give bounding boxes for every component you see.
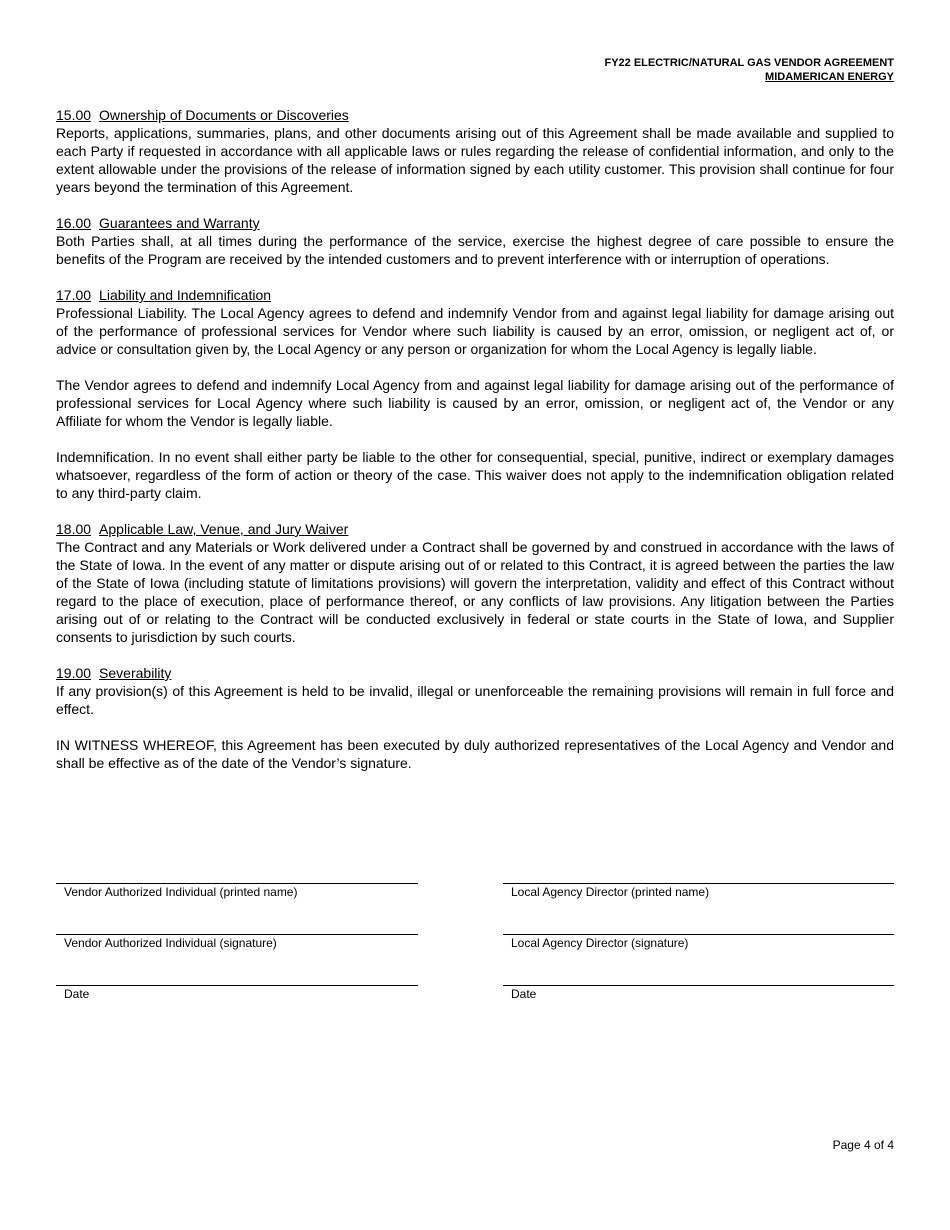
vendor-printed-name-line[interactable] — [56, 883, 418, 899]
section-paragraph: The Contract and any Materials or Work delivered under a Contract shall be governed by and construed in accordance with the laws of the State of Iowa. In the event of any matter or dispute arising out of or related to this Contract, it is agreed between the parties the law of the State of Iowa (including statute of limitations provisions) will govern the interpretation, validity and effect of this Contract without regard to the place of execution, place of performance thereof, or any conflicts of law provisions. Any litigation between the Parties arising out of or relating to the Contract will be conducted exclusively in federal or state courts in the State of Iowa, and Supplier consents to jurisdiction by such courts. — [56, 539, 894, 645]
header-subtitle: MIDAMERICAN ENERGY — [765, 71, 894, 83]
section-number: 15.00 — [56, 107, 92, 123]
section-title: Severability — [99, 665, 172, 681]
section-paragraph: Professional Liability. The Local Agency agrees to defend and indemnify Vendor from and against legal liability for damage arising out of the performance of professional services for Vendor where such liability is caused by an error, omission, or negligent act of, or advice or consultation given by, the Local Agency or any person or organization for whom the Local Agency is legally liable. — [56, 305, 894, 357]
section-paragraph: Indemnification. In no event shall either party be liable to the other for consequential, special, punitive, indirect or exemplary damages whatsoever, regardless of the form of action or theory of the case. This waiver does not apply to the indemnification obligation related to any third-party claim. — [56, 449, 894, 501]
section-18 — [56, 520, 894, 646]
section-number: 18.00 — [56, 521, 92, 537]
section-16 — [56, 214, 894, 268]
section-heading — [56, 664, 894, 682]
section-paragraph: The Vendor agrees to defend and indemnify Local Agency from and against legal liability for damage arising out of the performance of professional services for Local Agency where such liability is caused by an error, omission, or negligent act of, the Vendor or any Affiliate for whom the Vendor is legally liable. — [56, 377, 894, 429]
signature-label: Vendor Authorized Individual (printed name) — [64, 885, 298, 899]
vendor-date-line[interactable] — [56, 985, 418, 1001]
signature-label: Local Agency Director (printed name) — [511, 885, 710, 899]
document-header — [605, 56, 895, 84]
vendor-signature-line[interactable] — [56, 934, 418, 950]
signature-label: Vendor Authorized Individual (signature) — [64, 936, 277, 950]
section-heading — [56, 520, 894, 538]
section-15 — [56, 106, 894, 196]
signature-label: Date — [511, 987, 537, 1001]
section-heading — [56, 106, 894, 124]
signature-label: Date — [64, 987, 90, 1001]
section-paragraph: If any provision(s) of this Agreement is held to be invalid, illegal or unenforceable the remaining provisions will remain in full force and effect. — [56, 683, 894, 717]
section-number: 19.00 — [56, 665, 92, 681]
section-heading — [56, 214, 894, 232]
section-paragraph: Both Parties shall, at all times during the performance of the service, exercise the highest degree of care possible to ensure the benefits of the Program are received by the intended customers and to prevent interference with or interruption of operations. — [56, 233, 894, 267]
agency-printed-name-line[interactable] — [503, 883, 894, 899]
section-title: Guarantees and Warranty — [99, 215, 260, 231]
witness-statement: IN WITNESS WHEREOF, this Agreement has been executed by duly authorized representatives of the Local Agency and Vendor and shall be effective as of the date of the Vendor’s signature. — [56, 737, 894, 771]
section-19 — [56, 664, 894, 718]
signature-label: Local Agency Director (signature) — [511, 936, 689, 950]
section-17 — [56, 286, 894, 502]
agency-signature-line[interactable] — [503, 934, 894, 950]
section-paragraph: Reports, applications, summaries, plans, and other documents arising out of this Agreement shall be made available and supplied to each Party if requested in accordance with all applicable laws or rules regarding the release of confidential information, and only to the extent allowable under the provisions of the release of information signed by each utility customer. This provision shall continue for four years beyond the termination of this Agreement. — [56, 125, 894, 195]
agreement-body — [56, 106, 894, 772]
section-title: Applicable Law, Venue, and Jury Waiver — [99, 521, 349, 537]
page-number: Page 4 of 4 — [832, 1138, 894, 1152]
header-title: FY22 ELECTRIC/NATURAL GAS VENDOR AGREEMENT — [604, 57, 894, 69]
section-title: Ownership of Documents or Discoveries — [99, 107, 349, 123]
section-title: Liability and Indemnification — [99, 287, 272, 303]
section-number: 16.00 — [56, 215, 92, 231]
agency-date-line[interactable] — [503, 985, 894, 1001]
section-number: 17.00 — [56, 287, 92, 303]
section-heading — [56, 286, 894, 304]
